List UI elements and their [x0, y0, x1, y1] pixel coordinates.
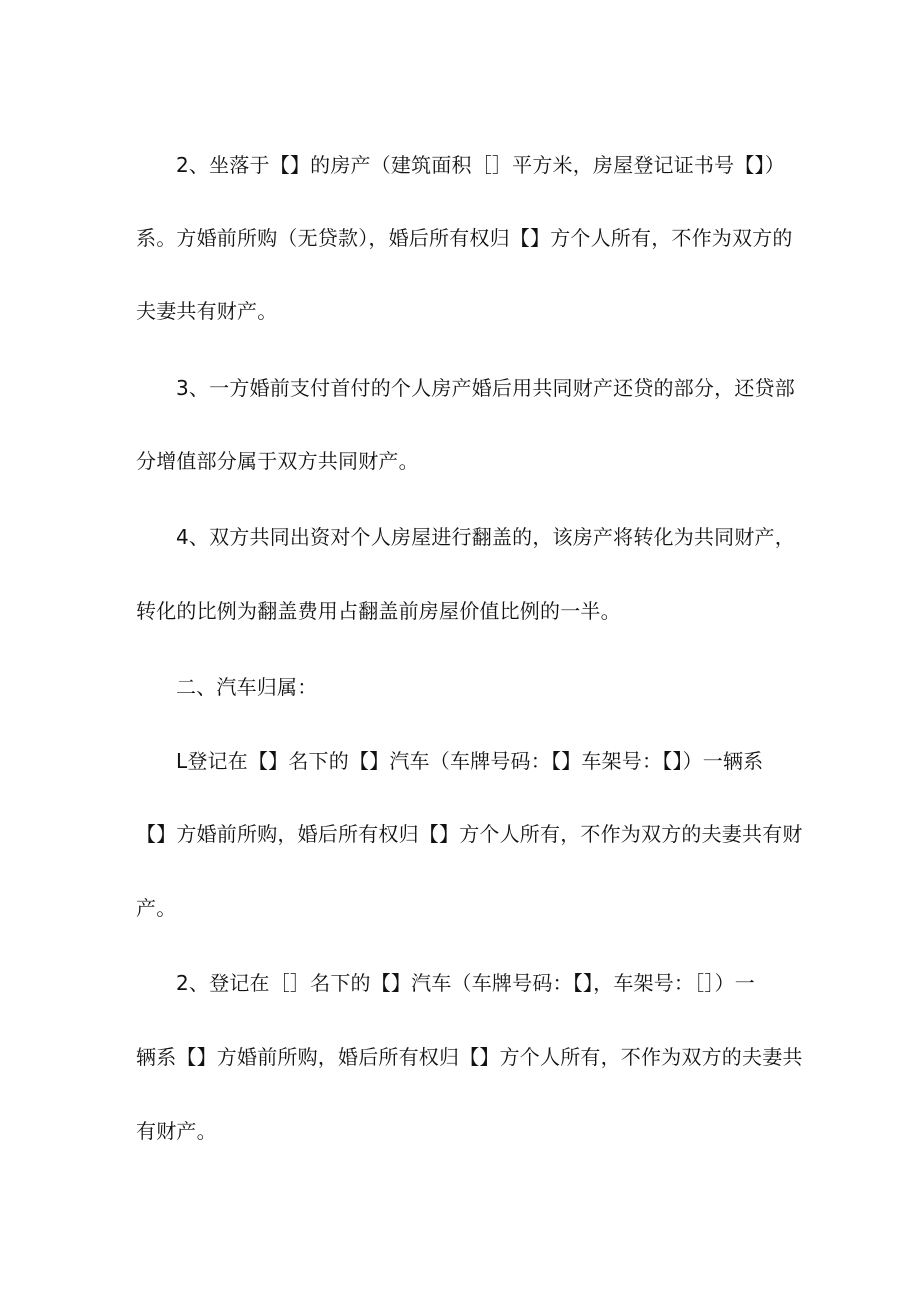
paragraph-line-house-3-start: 3、一方婚前支付首付的个人房产婚后用共同财产还贷的部分，还贷部: [176, 376, 795, 400]
paragraph-line-car-1-start: L登记在【】名下的【】汽车（车牌号码：【】车架号：【】）一辆系: [176, 749, 764, 773]
paragraph-line-car-2-middle: 辆系【】方婚前所购，婚后所有权归【】方个人所有，不作为双方的夫妻共: [136, 1045, 803, 1069]
paragraph-line-house-3-end: 分增值部分属于双方共同财产。: [136, 449, 419, 473]
paragraph-line-house-2-end: 夫妻共有财产。: [136, 299, 278, 323]
paragraph-line-car-2-start: 2、登记在［］名下的【】汽车（车牌号码：【】，车架号：［］）一: [176, 971, 755, 995]
paragraph-line-car-1-middle: 【】方婚前所购，婚后所有权归【】方个人所有，不作为双方的夫妻共有财: [136, 822, 803, 846]
paragraph-line-car-2-end: 有财产。: [136, 1119, 217, 1143]
section-heading-car: 二、汽车归属：: [176, 675, 318, 699]
paragraph-line-car-1-end: 产。: [136, 896, 177, 920]
paragraph-line-house-2-start: 2、坐落于【】的房产（建筑面积［］平方米，房屋登记证书号【】）: [176, 153, 785, 177]
paragraph-line-house-2-middle: 系。方婚前所购（无贷款），婚后所有权归【】方个人所有，不作为双方的: [136, 226, 793, 250]
paragraph-line-house-4-start: 4、双方共同出资对个人房屋进行翻盖的，该房产将转化为共同财产，: [176, 525, 795, 549]
paragraph-line-house-4-end: 转化的比例为翻盖费用占翻盖前房屋价值比例的一半。: [136, 599, 621, 623]
